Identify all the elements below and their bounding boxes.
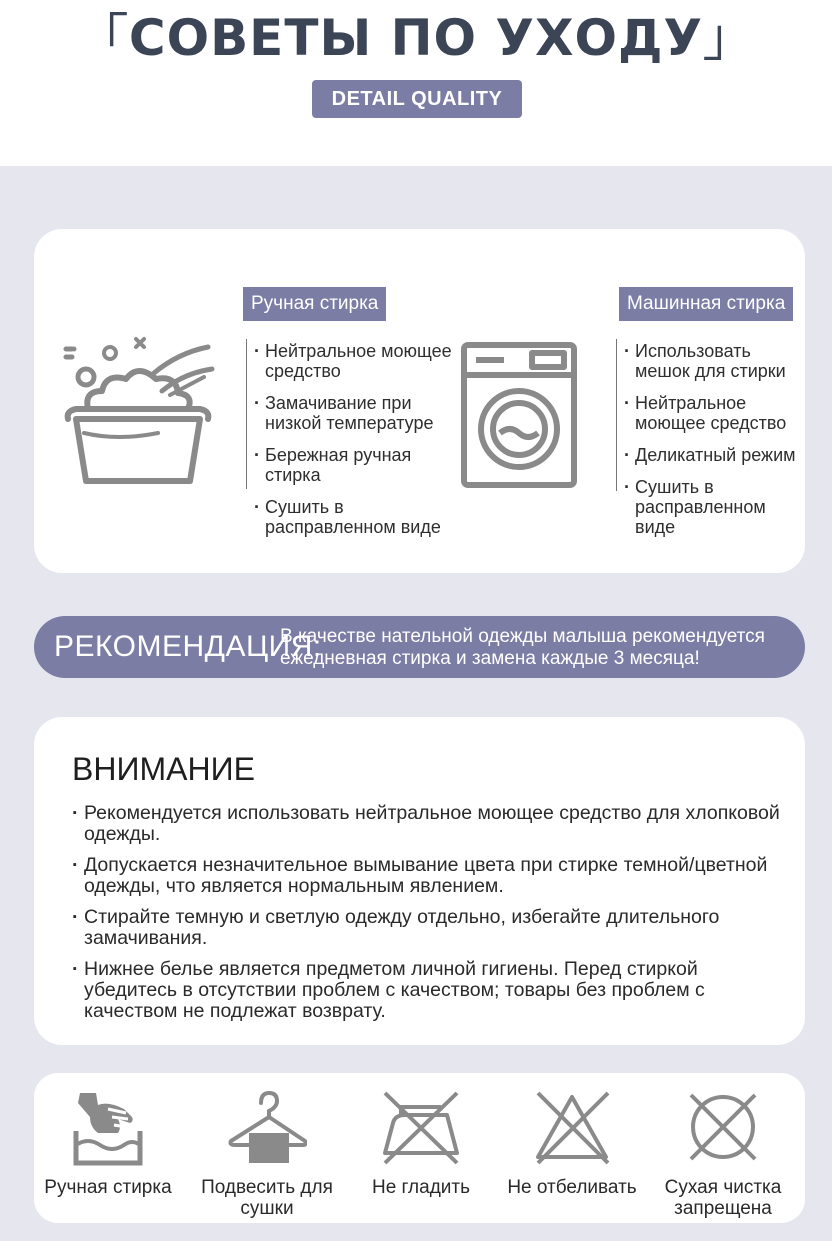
care-symbol-no-bleach (502, 1087, 642, 1198)
hand-wash-icon (68, 1087, 148, 1167)
care-label: Подвесить для сушки (201, 1177, 333, 1219)
hand-wash-tag: Ручная стирка (243, 287, 386, 321)
hand-wash-list (254, 341, 464, 549)
list-item: · Использовать мешок для стирки (624, 341, 804, 381)
recommendation-banner (34, 616, 805, 678)
attention-card (34, 717, 805, 1045)
machine-wash-tag: Машинная стирка (619, 287, 793, 321)
list-item: · Нижнее белье является предметом личной гигиены. Перед стиркой убедитесь в отсутствии проблем с качеством; товары без проблем с качеством не подлежат возврату. (72, 959, 792, 1022)
page-title: 「СОВЕТЫ ПО УХОДУ」 (77, 9, 755, 67)
list-item: · Нейтральное моющее средство (254, 341, 464, 381)
attention-list (72, 803, 792, 1032)
care-symbol-hang-dry (197, 1087, 337, 1219)
care-symbol-hand-wash (38, 1087, 178, 1198)
care-label: Ручная стирка (44, 1177, 172, 1198)
recommendation-label: РЕКОМЕНДАЦИЯ: (54, 630, 322, 663)
care-symbols-card (34, 1073, 805, 1223)
attention-title: ВНИМАНИЕ (72, 751, 255, 787)
no-iron-icon (381, 1087, 461, 1167)
list-item: · Бережная ручная стирка (254, 445, 464, 485)
list-item: · Сушить в расправленном виде (254, 497, 464, 537)
recommendation-text: В качестве нательной одежды малыша рекомендуется ежедневная стирка и замена каждые 3 месяца! (280, 626, 765, 669)
no-dry-clean-icon (683, 1087, 763, 1167)
list-item: · Стирайте темную и светлую одежду отдельно, избегайте длительного замачивания. (72, 907, 792, 949)
care-label: Сухая чистка запрещена (664, 1177, 782, 1219)
care-label: Не отбеливать (507, 1177, 637, 1198)
care-symbol-no-dry-clean (653, 1087, 793, 1219)
list-item: · Сушить в расправленном виде (624, 477, 804, 537)
machine-wash-list (624, 341, 804, 549)
list-item: · Рекомендуется использовать нейтральное моющее средство для хлопковой одежды. (72, 803, 792, 845)
care-label: Не гладить (371, 1177, 471, 1198)
list-item: · Допускается незначительное вымывание цвета при стирке темной/цветной одежды, что является нормальным явлением. (72, 855, 792, 897)
no-bleach-icon (532, 1087, 612, 1167)
detail-quality-badge: DETAIL QUALITY (312, 80, 522, 118)
header (0, 0, 832, 166)
list-item: · Деликатный режим (624, 445, 804, 465)
list-item: · Замачивание при низкой температуре (254, 393, 464, 433)
washing-methods-card (34, 229, 805, 573)
washing-machine-icon (460, 341, 578, 489)
hand-washing-basin-icon (58, 333, 218, 493)
hanger-icon (227, 1087, 307, 1167)
care-symbol-no-iron (351, 1087, 491, 1198)
list-item: · Нейтральное моющее средство (624, 393, 804, 433)
